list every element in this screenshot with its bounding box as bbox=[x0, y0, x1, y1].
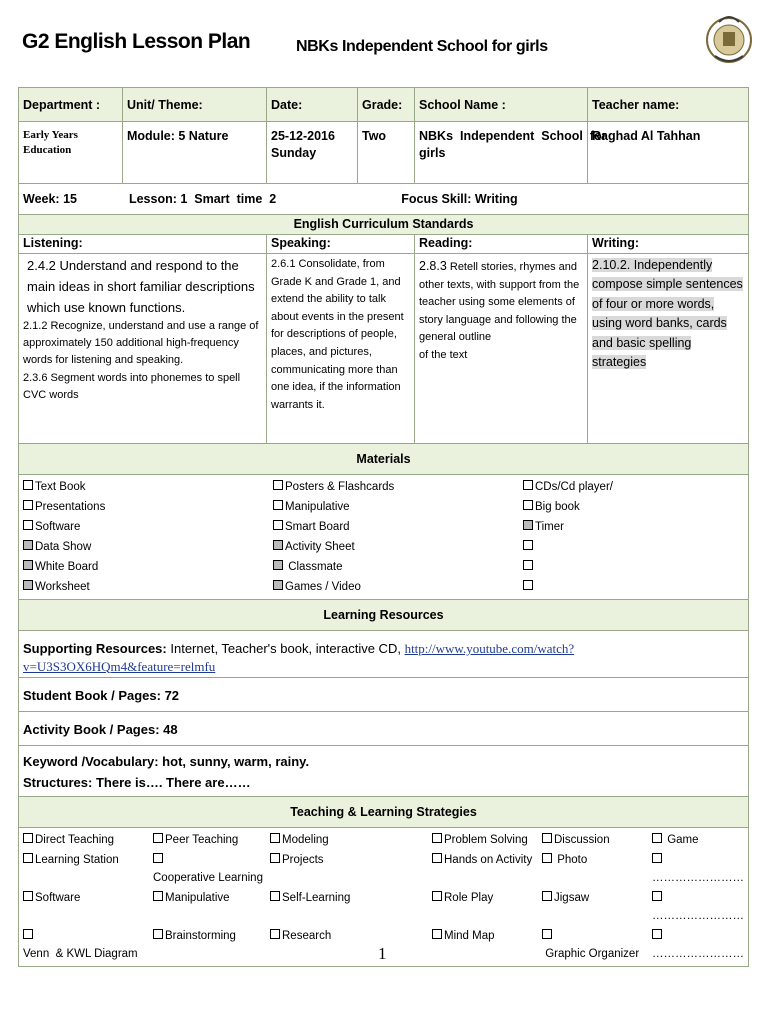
checkbox-item[interactable] bbox=[268, 926, 430, 964]
checkbox-icon[interactable] bbox=[652, 929, 662, 939]
checkbox-label: Software bbox=[35, 891, 81, 904]
strategies-title: Teaching & Learning Strategies bbox=[19, 796, 749, 827]
department-value: Early Years Education bbox=[19, 122, 123, 184]
checkbox-icon[interactable] bbox=[23, 891, 33, 901]
checkbox-icon[interactable] bbox=[542, 891, 552, 901]
checkbox-icon[interactable] bbox=[23, 480, 33, 490]
checkbox-label: Mind Map bbox=[444, 929, 495, 942]
checkbox-icon[interactable] bbox=[153, 891, 163, 901]
checkbox-item[interactable] bbox=[540, 850, 650, 888]
checkbox-label: Role Play bbox=[444, 891, 494, 904]
week: Week: 15 bbox=[23, 192, 77, 206]
school-crest-logo bbox=[705, 10, 753, 70]
checkbox-label: Graphic Organizer bbox=[542, 947, 640, 960]
checkbox-item[interactable] bbox=[21, 557, 271, 577]
checkbox-icon[interactable] bbox=[23, 500, 33, 510]
checkbox-item[interactable] bbox=[540, 888, 650, 926]
checkbox-item[interactable] bbox=[271, 497, 521, 517]
checkbox-item[interactable] bbox=[430, 888, 540, 926]
checkbox-label: White Board bbox=[35, 561, 99, 573]
checkbox-icon[interactable] bbox=[273, 560, 283, 570]
focus-skill: Focus Skill: Writing bbox=[401, 192, 518, 206]
checkbox-item[interactable] bbox=[21, 477, 271, 497]
checkbox-item[interactable] bbox=[21, 577, 271, 597]
checkbox-icon[interactable] bbox=[273, 520, 283, 530]
checkbox-item[interactable] bbox=[521, 577, 748, 597]
checkbox-icon[interactable] bbox=[23, 540, 33, 550]
checkbox-icon[interactable] bbox=[153, 853, 163, 863]
standards-title: English Curriculum Standards bbox=[19, 215, 749, 235]
checkbox-label: Posters & Flashcards bbox=[285, 481, 395, 493]
checkbox-item[interactable] bbox=[21, 517, 271, 537]
writing-label: Writing: bbox=[588, 235, 749, 254]
checkbox-icon[interactable] bbox=[270, 891, 280, 901]
checkbox-label: Cooperative Learning bbox=[153, 871, 263, 884]
checkbox-icon[interactable] bbox=[23, 833, 33, 843]
checkbox-label: CDs/Cd player/ bbox=[535, 481, 613, 493]
materials-list bbox=[19, 475, 749, 600]
day-line: Sunday bbox=[271, 145, 317, 160]
teacher-value: Raghad Al Tahhan bbox=[588, 122, 749, 184]
checkbox-item[interactable] bbox=[540, 926, 650, 964]
checkbox-label: …………………… bbox=[652, 909, 744, 922]
checkbox-item[interactable] bbox=[521, 557, 748, 577]
lesson-plan-sheet bbox=[18, 87, 748, 967]
reading-code: 2.8.3 bbox=[419, 259, 447, 273]
reading-text: Retell stories, rhymes and other texts, with support from the teacher using some elements of story language and following the general outline bbox=[419, 261, 580, 344]
lesson-number: Lesson: 1 Smart time 2 bbox=[128, 192, 277, 206]
checkbox-icon[interactable] bbox=[273, 540, 283, 550]
checkbox-label: Modeling bbox=[282, 833, 329, 846]
checkbox-item[interactable] bbox=[21, 926, 151, 964]
checkbox-label: Games / Video bbox=[285, 581, 361, 593]
listening-standard-2: 2.1.2 Recognize, understand and use a range of approximately 150 additional high-frequency words for listening and speaking. bbox=[23, 320, 259, 367]
school-name-value bbox=[415, 122, 607, 184]
lesson-info-row bbox=[19, 184, 749, 215]
checkbox-item[interactable] bbox=[271, 477, 521, 497]
checkbox-icon[interactable] bbox=[23, 580, 33, 590]
checkbox-item[interactable] bbox=[271, 577, 521, 597]
listening-standard-1: 2.4.2 Understand and respond to the main ideas in short familiar descriptions which use known functions. bbox=[27, 258, 255, 315]
checkbox-label: Manipulative bbox=[285, 501, 350, 513]
checkbox-item[interactable] bbox=[21, 537, 271, 557]
checkbox-item[interactable] bbox=[268, 850, 430, 888]
checkbox-icon[interactable] bbox=[23, 853, 33, 863]
checkbox-label: Peer Teaching bbox=[165, 833, 239, 846]
checkbox-label: Activity Sheet bbox=[285, 541, 355, 553]
checkbox-label: Self-Learning bbox=[282, 891, 351, 904]
checkbox-item[interactable] bbox=[521, 497, 748, 517]
page-number: 1 bbox=[378, 944, 387, 963]
checkbox-icon[interactable] bbox=[542, 929, 552, 939]
date-line: 25-12-2016 bbox=[271, 129, 335, 143]
checkbox-item[interactable] bbox=[271, 537, 521, 557]
checkbox-icon[interactable] bbox=[432, 853, 442, 863]
checkbox-icon[interactable] bbox=[432, 833, 442, 843]
checkbox-icon[interactable] bbox=[523, 560, 533, 570]
checkbox-label: Big book bbox=[535, 501, 580, 513]
checkbox-icon[interactable] bbox=[432, 929, 442, 939]
checkbox-item[interactable] bbox=[268, 830, 430, 850]
checkbox-label: Classmate bbox=[285, 561, 343, 573]
checkbox-item[interactable] bbox=[430, 850, 540, 888]
checkbox-icon[interactable] bbox=[523, 580, 533, 590]
checkbox-item[interactable] bbox=[21, 888, 151, 926]
speaking-standard: 2.6.1 Consolidate, from Grade K and Grade 1, and extend the ability to talk about events in the present for descriptions of people, places, and pictures, communicating more than one idea, if the information warrants it. bbox=[267, 254, 415, 444]
checkbox-icon[interactable] bbox=[273, 500, 283, 510]
listening-standards bbox=[19, 254, 267, 444]
page-title: G2 English Lesson Plan bbox=[22, 30, 251, 53]
checkbox-label: Photo bbox=[554, 853, 588, 866]
checkbox-label: Research bbox=[282, 929, 332, 942]
checkbox-icon[interactable] bbox=[652, 833, 662, 843]
checkbox-icon[interactable] bbox=[23, 560, 33, 570]
writing-text: 2.10.2. Independently compose simple sentences of four or more words, using word banks, cards and basic spelling strategies bbox=[592, 258, 743, 369]
checkbox-item[interactable] bbox=[271, 517, 521, 537]
materials-title: Materials bbox=[19, 444, 749, 475]
checkbox-item[interactable] bbox=[21, 850, 151, 888]
checkbox-label: Text Book bbox=[35, 481, 86, 493]
checkbox-icon[interactable] bbox=[652, 853, 662, 863]
checkbox-icon[interactable] bbox=[542, 833, 552, 843]
checkbox-item[interactable] bbox=[151, 888, 268, 926]
checkbox-icon[interactable] bbox=[23, 520, 33, 530]
speaking-label: Speaking: bbox=[267, 235, 415, 254]
checkbox-icon[interactable] bbox=[23, 929, 33, 939]
reading-text-end: of the text bbox=[419, 348, 468, 361]
keyword-vocabulary: Keyword /Vocabulary: hot, sunny, warm, rainy. bbox=[23, 754, 310, 770]
checkbox-icon[interactable] bbox=[273, 480, 283, 490]
school-name-line2: girls bbox=[419, 145, 446, 160]
checkbox-label: Direct Teaching bbox=[35, 833, 115, 846]
checkbox-item[interactable] bbox=[151, 926, 268, 964]
youtube-link[interactable]: http://www.youtube.com/watch?v=U3S3OX6HQm4&feature=relmfu bbox=[23, 641, 575, 674]
checkbox-icon[interactable] bbox=[652, 891, 662, 901]
writing-standard bbox=[588, 254, 749, 444]
learning-resources-title: Learning Resources bbox=[19, 600, 749, 631]
checkbox-icon[interactable] bbox=[432, 891, 442, 901]
teacher-label: Teacher name: bbox=[588, 88, 749, 122]
checkbox-label: Data Show bbox=[35, 541, 92, 553]
school-name-line1: NBKs Independent School for bbox=[419, 129, 607, 143]
reading-label: Reading: bbox=[415, 235, 588, 254]
checkbox-icon[interactable] bbox=[523, 520, 533, 530]
checkbox-item[interactable] bbox=[21, 830, 151, 850]
checkbox-icon[interactable] bbox=[270, 929, 280, 939]
checkbox-label: Presentations bbox=[35, 501, 106, 513]
checkbox-label: Brainstorming bbox=[165, 929, 236, 942]
checkbox-label: Projects bbox=[282, 853, 324, 866]
structures: Structures: There is…. There are…… bbox=[23, 774, 251, 790]
checkbox-item[interactable] bbox=[151, 830, 268, 850]
checkbox-item[interactable] bbox=[521, 477, 748, 497]
supporting-text: Internet, Teacher's book, interactive CD, bbox=[166, 641, 405, 656]
supporting-resources bbox=[19, 631, 749, 678]
school-name-label: School Name : bbox=[415, 88, 588, 122]
checkbox-item[interactable] bbox=[21, 497, 271, 517]
checkbox-label: Learning Station bbox=[35, 853, 119, 866]
checkbox-item[interactable] bbox=[650, 888, 748, 926]
grade-label: Grade: bbox=[358, 88, 415, 122]
checkbox-icon[interactable] bbox=[523, 500, 533, 510]
unit-label: Unit/ Theme: bbox=[123, 88, 267, 122]
activity-book: Activity Book / Pages: 48 bbox=[19, 712, 749, 746]
checkbox-label: Venn & KWL Diagram bbox=[23, 947, 138, 960]
checkbox-label: Smart Board bbox=[285, 521, 350, 533]
checkbox-item[interactable] bbox=[650, 850, 748, 888]
date-value bbox=[267, 122, 358, 184]
checkbox-label: Hands on Activity bbox=[444, 853, 533, 866]
checkbox-item[interactable] bbox=[151, 850, 268, 888]
checkbox-item[interactable] bbox=[521, 517, 748, 537]
checkbox-label: Game bbox=[664, 833, 699, 846]
checkbox-label: Manipulative bbox=[165, 891, 230, 904]
checkbox-icon[interactable] bbox=[270, 853, 280, 863]
checkbox-icon[interactable] bbox=[523, 480, 533, 490]
grade-value: Two bbox=[358, 122, 415, 184]
checkbox-item[interactable] bbox=[268, 888, 430, 926]
checkbox-label: …………………… bbox=[652, 871, 744, 884]
listening-label: Listening: bbox=[19, 235, 267, 254]
checkbox-icon[interactable] bbox=[542, 853, 552, 863]
checkbox-label: Discussion bbox=[554, 833, 610, 846]
checkbox-label: …………………… bbox=[652, 947, 744, 960]
listening-standard-3: 2.3.6 Segment words into phonemes to spell CVC words bbox=[23, 371, 241, 401]
checkbox-icon[interactable] bbox=[270, 833, 280, 843]
checkbox-label: Problem Solving bbox=[444, 833, 528, 846]
supporting-label: Supporting Resources: bbox=[23, 641, 167, 656]
date-label: Date: bbox=[267, 88, 358, 122]
checkbox-icon[interactable] bbox=[153, 929, 163, 939]
checkbox-label: Timer bbox=[535, 521, 564, 533]
checkbox-icon[interactable] bbox=[523, 540, 533, 550]
checkbox-item[interactable] bbox=[430, 830, 540, 850]
student-book: Student Book / Pages: 72 bbox=[19, 678, 749, 712]
school-heading: NBKs Independent School for girls bbox=[296, 38, 548, 55]
department-label: Department : bbox=[19, 88, 123, 122]
checkbox-item[interactable] bbox=[650, 926, 748, 964]
checkbox-item[interactable] bbox=[271, 557, 521, 577]
vocabulary bbox=[19, 746, 749, 797]
checkbox-item[interactable] bbox=[430, 926, 540, 964]
checkbox-icon[interactable] bbox=[273, 580, 283, 590]
checkbox-label: Software bbox=[35, 521, 81, 533]
checkbox-item[interactable] bbox=[521, 537, 748, 557]
checkbox-item[interactable] bbox=[650, 830, 748, 850]
checkbox-icon[interactable] bbox=[153, 833, 163, 843]
unit-value: Module: 5 Nature bbox=[123, 122, 267, 184]
reading-standard bbox=[415, 254, 588, 444]
checkbox-item[interactable] bbox=[540, 830, 650, 850]
checkbox-label: Worksheet bbox=[35, 581, 90, 593]
checkbox-label: Jigsaw bbox=[554, 891, 590, 904]
